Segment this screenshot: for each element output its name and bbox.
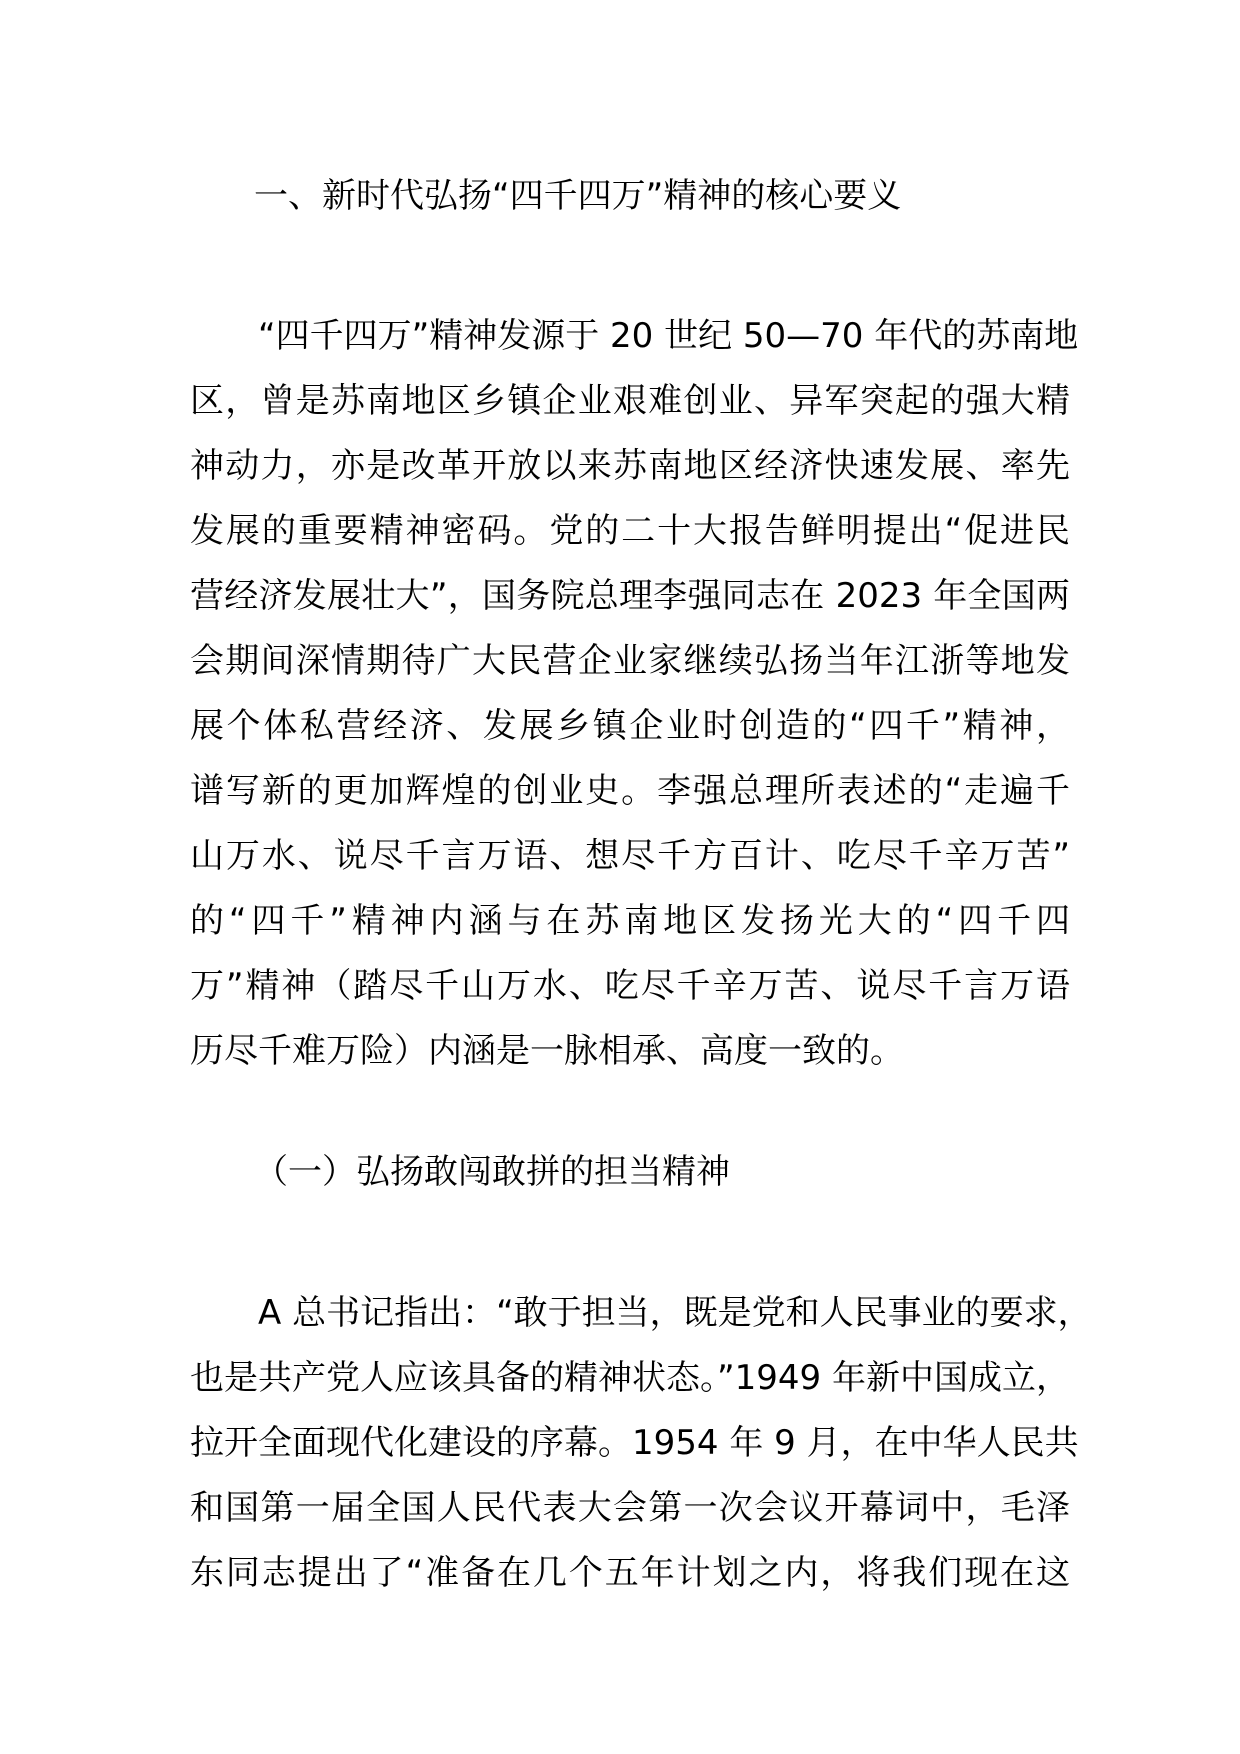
paragraph-line: 万”精神（踏尽千山万水、吃尽千辛万苦、说尽千言万语 <box>190 966 1070 1006</box>
paragraph-line: 和国第一届全国人民代表大会第一次会议开幕词中，毛泽 <box>190 1488 1070 1528</box>
paragraph-line: 的“四千”精神内涵与在苏南地区发扬光大的“四千四 <box>190 901 1070 941</box>
paragraph-line: 会期间深情期待广大民营企业家继续弘扬当年江浙等地发 <box>190 641 1070 681</box>
paragraph-line: 山万水、说尽千言万语、想尽千方百计、吃尽千辛万苦” <box>190 836 1070 876</box>
paragraph-origin-of-spirit <box>190 304 1079 1084</box>
paragraph-line: 拉开全面现代化建设的序幕。1954 年 9 月，在中华人民共 <box>190 1423 1079 1463</box>
paragraph-line: A 总书记指出：“敢于担当，既是党和人民事业的要求， <box>258 1293 1092 1333</box>
paragraph-line: “四千四万”精神发源于 20 世纪 50—70 年代的苏南地 <box>258 316 1079 356</box>
paragraph-courage-spirit <box>190 1281 1092 1606</box>
section-heading: 一、新时代弘扬“四千四万”精神的核心要义 <box>254 176 902 216</box>
paragraph-line: 历尽千难万险）内涵是一脉相承、高度一致的。 <box>190 1031 904 1071</box>
paragraph-line: 谱写新的更加辉煌的创业史。李强总理所表述的“走遍千 <box>190 771 1070 811</box>
paragraph-line: 营经济发展壮大”，国务院总理李强同志在 2023 年全国两 <box>190 576 1070 616</box>
paragraph-line: 区，曾是苏南地区乡镇企业艰难创业、异军突起的强大精 <box>190 381 1070 421</box>
paragraph-line: 也是共产党人应该具备的精神状态。”1949 年新中国成立， <box>190 1358 1070 1398</box>
paragraph-line: 展个体私营经济、发展乡镇企业时创造的“四千”精神， <box>190 706 1070 746</box>
subsection-heading: （一）弘扬敢闯敢拼的担当精神 <box>254 1152 730 1192</box>
paragraph-line: 神动力，亦是改革开放以来苏南地区经济快速发展、率先 <box>190 446 1070 486</box>
paragraph-line: 东同志提出了“准备在几个五年计划之内，将我们现在这 <box>190 1553 1070 1593</box>
paragraph-line: 发展的重要精神密码。党的二十大报告鲜明提出“促进民 <box>190 511 1070 551</box>
